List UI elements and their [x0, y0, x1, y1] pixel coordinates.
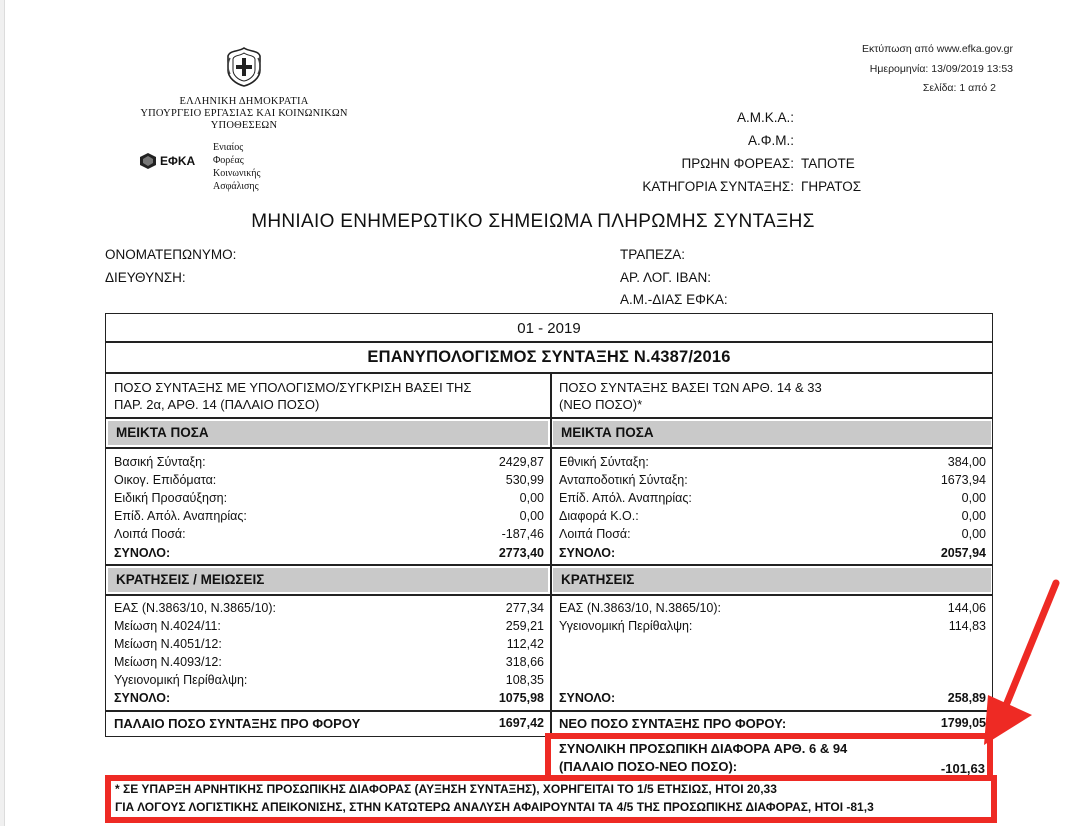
annotation-box-difference [545, 733, 993, 781]
divider [106, 447, 992, 449]
row-value: 112,42 [506, 637, 544, 651]
bank-label: ΤΡΑΠΕΖΑ: [620, 247, 686, 262]
footnote-line-1: * ΣΕ ΥΠΑΡΞΗ ΑΡΝΗΤΙΚΗΣ ΠΡΟΣΩΠΙΚΗΣ ΔΙΑΦΟΡΑΣ (ΑΥΞΗΣΗ ΣΥΝΤΑΞΗΣ), ΧΟΡΗΓΕΙΤΑΙ ΤΟ 1/5 ΕΤΗΣΙΩΣ, ΗΤΟΙ 20,33 [115, 782, 777, 796]
column-divider [550, 372, 552, 738]
row-value: 384,00 [947, 455, 986, 469]
former-fund-value: ΤΑΠΟΤΕ [801, 156, 855, 171]
divider [106, 594, 992, 596]
name-label: ΟΝΟΜΑΤΕΠΩΝΥΜΟ: [105, 247, 237, 262]
total-label: ΣΥΝΟΛΟ: [559, 691, 616, 705]
scan-edge [0, 0, 5, 826]
row-label: Μείωση Ν.4051/12: [114, 637, 222, 651]
divider [106, 417, 992, 419]
row-label: ΕΑΣ (Ν.3863/10, Ν.3865/10): [114, 601, 276, 615]
row-label: Βασική Σύνταξη: [114, 455, 206, 469]
efka-name-line: Φορέας [213, 155, 244, 166]
row-value: 277,34 [505, 601, 544, 615]
ministry-heading: ΥΠΟΥΡΓΕΙΟ ΕΡΓΑΣΙΑΣ ΚΑΙ ΚΟΙΝΩΝΙΚΩΝ [140, 108, 348, 119]
row-value: 108,35 [505, 673, 544, 687]
pension-category-label: ΚΑΤΗΓΟΡΙΑ ΣΥΝΤΑΞΗΣ: [642, 179, 794, 194]
row-label: Λοιπά Ποσά: [559, 527, 631, 541]
divider [106, 372, 992, 374]
personal-difference-value: -101,63 [940, 761, 985, 776]
new-amount-heading-line: ΠΟΣΟ ΣΥΝΤΑΞΗΣ ΒΑΣΕΙ ΤΩΝ ΑΡΘ. 14 & 33 [559, 380, 822, 395]
page-number: Σελίδα: 1 από 2 [922, 82, 996, 94]
new-amount-heading [559, 379, 822, 413]
amka-label: Α.Μ.Κ.Α.: [736, 110, 794, 125]
row-label: Ανταποδοτική Σύνταξη: [559, 473, 688, 487]
row-value: 318,66 [505, 655, 544, 669]
deductions-band-right [553, 568, 991, 592]
efka-logo [140, 150, 200, 172]
row-label: Επίδ. Απόλ. Αναπηρίας: [559, 491, 692, 505]
annotation-arrow-icon [980, 575, 1066, 750]
row-value: 114,83 [948, 619, 986, 633]
row-value: 259,21 [505, 619, 544, 633]
efka-name-line: Ασφάλισης [213, 181, 259, 192]
gross-band-label: ΜΕΙΚΤΑ ΠΟΣΑ [116, 425, 209, 440]
row-label: Οικογ. Επιδόματα: [114, 473, 217, 487]
row-label: Μείωση Ν.4093/12: [114, 655, 222, 669]
divider [106, 341, 992, 343]
republic-heading: ΕΛΛΗΝΙΚΗ ΔΗΜΟΚΡΑΤΙΑ [179, 96, 309, 107]
iban-label: ΑΡ. ΛΟΓ. IBAN: [620, 270, 711, 285]
printed-from: Εκτύπωση από www.efka.gov.gr [862, 43, 1013, 55]
ministry-heading-2: ΥΠΟΘΕΣΕΩΝ [210, 120, 278, 131]
gross-band-right [553, 421, 991, 445]
row-label: ΕΑΣ (Ν.3863/10, Ν.3865/10): [559, 601, 721, 615]
old-amount-heading [114, 379, 471, 413]
page-title: ΜΗΝΙΑΙΟ ΕΝΗΜΕΡΩΤΙΚΟ ΣΗΜΕΙΩΜΑ ΠΛΗΡΩΜΗΣ ΣΥΝΤΑΞΗΣ [251, 211, 815, 232]
total-label: ΣΥΝΟΛΟ: [559, 546, 616, 560]
deductions-band-left [108, 568, 548, 592]
recalculation-title: ΕΠΑΝΥΠΟΛΟΓΙΣΜΟΣ ΣΥΝΤΑΞΗΣ Ν.4387/2016 [367, 348, 731, 366]
print-date: Ημερομηνία: 13/09/2019 13:53 [869, 63, 1013, 75]
footnote-line-2: ΓΙΑ ΛΟΓΟΥΣ ΛΟΓΙΣΤΙΚΗΣ ΑΠΕΙΚΟΝΙΣΗΣ, ΣΤΗΝ ΚΑΤΩΤΕΡΩ ΑΝΑΛΥΣΗ ΑΦΑΙΡΟΥΝΤΑΙ ΤΑ 4/5 ΤΗΣ ΠΡΟΣΩΠΙΚΗΣ ΔΙΑΦΟΡΑΣ, ΗΤΟΙ -81,3 [115, 800, 874, 814]
pension-category-value: ΓΗΡΑΤΟΣ [801, 179, 862, 194]
total-value: 1075,98 [498, 691, 544, 705]
new-pretax-value: 1799,05 [940, 716, 986, 730]
address-label: ΔΙΕΥΘΥΝΣΗ: [105, 270, 186, 285]
total-value: 2773,40 [498, 546, 544, 560]
row-label: Επίδ. Απόλ. Αναπηρίας: [114, 509, 247, 523]
row-value: 1673,94 [940, 473, 986, 487]
row-label: Ειδική Προσαύξηση: [114, 491, 228, 505]
total-label: ΣΥΝΟΛΟ: [114, 691, 171, 705]
efka-logo-icon [140, 153, 156, 169]
row-value: 530,99 [505, 473, 544, 487]
divider [106, 710, 992, 712]
total-value: 258,89 [947, 691, 986, 705]
gross-band-label: ΜΕΙΚΤΑ ΠΟΣΑ [561, 425, 654, 440]
afm-label: Α.Φ.Μ.: [747, 133, 794, 148]
row-value: 0,00 [519, 509, 544, 523]
am-dias-label: Α.Μ.-ΔΙΑΣ ΕΦΚΑ: [620, 292, 728, 307]
old-pretax-value: 1697,42 [498, 716, 544, 730]
old-amount-heading-line: ΠΑΡ. 2α, ΑΡΘ. 14 (ΠΑΛΑΙΟ ΠΟΣΟ) [114, 397, 320, 412]
deductions-band-label: ΚΡΑΤΗΣΕΙΣ / ΜΕΙΩΣΕΙΣ [116, 572, 265, 587]
former-fund-label: ΠΡΩΗΝ ΦΟΡΕΑΣ: [681, 156, 794, 171]
row-label: Υγειονομική Περίθαλψη: [559, 619, 693, 633]
old-amount-heading-line: ΠΟΣΟ ΣΥΝΤΑΞΗΣ ΜΕ ΥΠΟΛΟΓΙΣΜΟ/ΣΥΓΚΡΙΣΗ ΒΑΣΕΙ ΤΗΣ [114, 380, 472, 395]
total-value: 2057,94 [940, 546, 986, 560]
row-value: -187,46 [501, 527, 544, 541]
statement-period: 01 - 2019 [517, 320, 581, 337]
old-pretax-label: ΠΑΛΑΙΟ ΠΟΣΟ ΣΥΝΤΑΞΗΣ ΠΡΟ ΦΟΡΟΥ [114, 716, 361, 731]
annotation-box-footnote [105, 775, 997, 823]
efka-name-line: Ενιαίος [213, 142, 244, 153]
row-label: Λοιπά Ποσά: [114, 527, 186, 541]
efka-full-name [213, 141, 293, 193]
row-value: 2429,87 [498, 455, 544, 469]
row-value: 0,00 [961, 491, 986, 505]
statement-box [105, 313, 993, 737]
total-label: ΣΥΝΟΛΟ: [114, 546, 171, 560]
row-label: Διαφορά Κ.Ο.: [559, 509, 639, 523]
row-value: 0,00 [961, 527, 986, 541]
divider [106, 564, 992, 566]
efka-name-line: Κοινωνικής [213, 168, 261, 179]
row-value: 144,06 [947, 601, 986, 615]
row-label: Υγειονομική Περίθαλψη: [114, 673, 248, 687]
deductions-band-label: ΚΡΑΤΗΣΕΙΣ [561, 572, 635, 587]
new-pretax-label: ΝΕΟ ΠΟΣΟ ΣΥΝΤΑΞΗΣ ΠΡΟ ΦΟΡΟΥ: [559, 716, 787, 731]
row-label: Εθνική Σύνταξη: [559, 455, 649, 469]
personal-difference-label: ΣΥΝΟΛΙΚΗ ΠΡΟΣΩΠΙΚΗ ΔΙΑΦΟΡΑ ΑΡΘ. 6 & 94 [559, 741, 848, 756]
efka-wordmark: ΕΦΚΑ [160, 154, 196, 168]
personal-difference-label-2: (ΠΑΛΑΙΟ ΠΟΣΟ-ΝΕΟ ΠΟΣΟ): [559, 759, 738, 774]
gross-band-left [108, 421, 548, 445]
row-label: Μείωση Ν.4024/11: [114, 619, 221, 633]
greek-emblem-icon [224, 44, 264, 88]
new-amount-heading-line: (ΝΕΟ ΠΟΣΟ)* [559, 397, 643, 412]
row-value: 0,00 [519, 491, 544, 505]
row-value: 0,00 [961, 509, 986, 523]
